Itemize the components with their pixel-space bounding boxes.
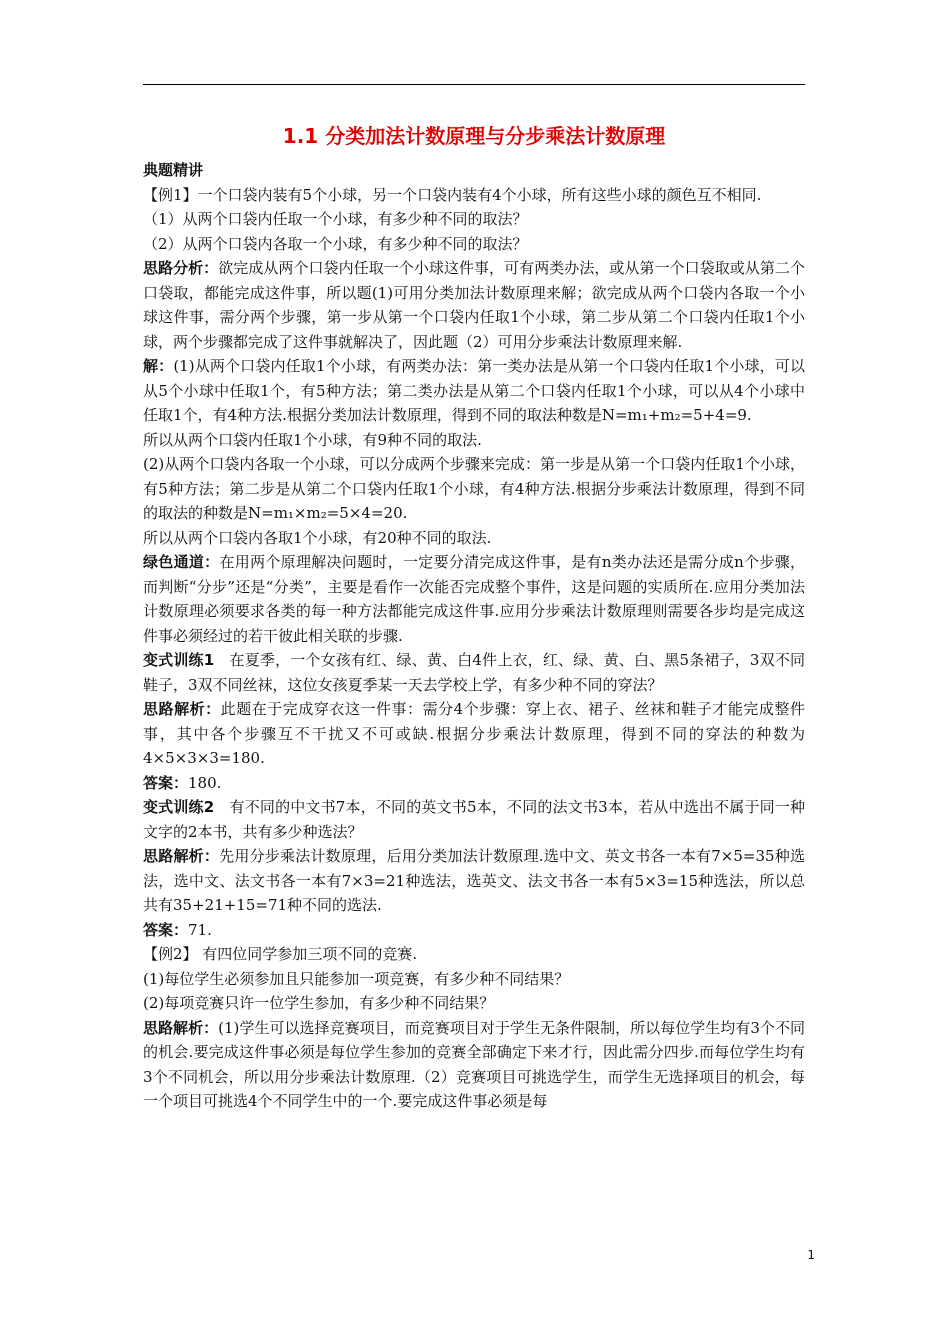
paragraph <box>143 771 805 796</box>
paragraph-text: 所以从两个口袋内各取1个小球，有20种不同的取法. <box>143 528 492 547</box>
paragraph-label: 答案： <box>143 773 189 792</box>
paragraph <box>143 648 805 697</box>
paragraph <box>143 942 805 967</box>
paragraph-text: 先用分步乘法计数原理，后用分类加法计数原理.选中文、英文书各一本有7×5=35种选法，选中文、法文书各一本有7×3=21种选法，选英文、法文书各一本有5×3=15种选法，所以总共有35+21+15=71种不同的选法. <box>143 847 805 914</box>
paragraph-label: 思路解析： <box>143 700 221 718</box>
page-number: 1 <box>807 1248 815 1262</box>
paragraph-text: (1)从两个口袋内任取1个小球，有两类办法：第一类办法是从第一个口袋内任取1个小球，可以从5个小球中任取1个，有5种方法；第二类办法是从第二个口袋内任取1个小球，可以从4个小球中任取1个，有4种方法.根据分类加法计数原理，得到不同的取法种数是N=m₁+m₂=5+4=9. <box>143 357 805 424</box>
paragraph <box>143 526 805 551</box>
paragraph-text: 180. <box>188 773 222 792</box>
paragraph <box>143 207 805 232</box>
paragraph-text: 71. <box>188 920 212 939</box>
paragraph-label: 答案： <box>143 920 189 939</box>
paragraph <box>143 991 805 1016</box>
paragraph <box>143 550 805 648</box>
paragraph-text: 所以从两个口袋内任取1个小球，有9种不同的取法. <box>143 430 482 449</box>
paragraph-text: (2)从两个口袋内各取一个小球，可以分成两个步骤来完成：第一步是从第一个口袋内任取1个小球，有5种方法；第二步是从第二个口袋内任取1个小球，有4种方法.根据分步乘法计数原理，得到不同的取法的种数是N=m₁×m₂=5×4=20. <box>143 455 805 522</box>
document-body <box>143 158 805 1114</box>
paragraph-label: 典题精讲 <box>143 161 204 179</box>
paragraph <box>143 795 805 844</box>
paragraph <box>143 232 805 257</box>
paragraph <box>143 354 805 428</box>
paragraph-text: 此题在于完成穿衣这一件事：需分4个步骤：穿上衣、裙子、丝袜和鞋子才能完成整件事，其中各个步骤互不干扰又不可或缺.根据分步乘法计数原理，得到不同的穿法的种数为4×5×3×3=180. <box>143 700 805 767</box>
paragraph <box>143 918 805 943</box>
paragraph-text: 在夏季，一个女孩有红、绿、黄、白4件上衣，红、绿、黄、白、黑5条裙子，3双不同鞋子，3双不同丝袜，这位女孩夏季某一天去学校上学，有多少种不同的穿法？ <box>143 651 806 694</box>
paragraph <box>143 452 805 526</box>
paragraph-text: 欲完成从两个口袋内任取一个小球这件事，可有两类办法，或从第一个口袋取或从第二个口袋取，都能完成这件事，所以题(1)可用分类加法计数原理来解；欲完成从两个口袋内各取一个小球这件事，需分两个步骤，第一步从第一个口袋内任取1个小球，第二步从第二个口袋内任取1个小球，两个步骤都完成了这件事就解决了，因此题（2）可用分步乘法计数原理来解. <box>143 259 805 351</box>
paragraph-label: 思路解析： <box>143 1018 219 1037</box>
paragraph-text: 【例2】 有四位同学参加三项不同的竞赛. <box>143 945 418 963</box>
paragraph-label: 变式训练1 <box>143 651 215 669</box>
paragraph-label: 变式训练2 <box>143 798 215 816</box>
paragraph-label: 绿色通道： <box>143 553 220 571</box>
paragraph-text: (1)学生可以选择竞赛项目，而竞赛项目对于学生无条件限制，所以每位学生均有3个不同的机会.要完成这件事必须是每位学生参加的竞赛全部确定下来才行，因此需分四步.而每位学生均有3个不同机会，所以用分步乘法计数原理.（2）竞赛项目可挑选学生，而学生无选择项目的机会，每一个项目可挑选4个不同学生中的一个.要完成这件事必须是每 <box>143 1018 805 1110</box>
paragraph <box>143 256 805 354</box>
paragraph <box>143 967 805 992</box>
paragraph-text: (2)每项竞赛只许一位学生参加，有多少种不同结果？ <box>143 994 495 1012</box>
paragraph-text: 【例1】一个口袋内装有5个小球，另一个口袋内装有4个小球，所有这些小球的颜色互不相同. <box>143 185 762 204</box>
paragraph <box>143 158 805 183</box>
paragraph <box>143 1016 805 1114</box>
paragraph <box>143 428 805 453</box>
paragraph-text: (1)每位学生必须参加且只能参加一项竞赛，有多少种不同结果？ <box>143 969 570 988</box>
header-rule <box>143 84 805 85</box>
paragraph-text: （2）从两个口袋内各取一个小球，有多少种不同的取法？ <box>143 234 528 253</box>
paragraph <box>143 697 805 771</box>
paragraph-label: 解： <box>143 357 174 375</box>
paragraph-label: 思路解析： <box>143 847 220 865</box>
paragraph-text: （1）从两个口袋内任取一个小球，有多少种不同的取法？ <box>143 210 528 228</box>
paragraph-text: 在用两个原理解决问题时，一定要分清完成这件事，是有n类办法还是需分成n个步骤，而判断“分步”还是“分类”，主要是看作一次能否完成整个事件，这是问题的实质所在.应用分类加法计数原理必须要求各类的每一种方法都能完成这件事.应用分步乘法计数原理则需要各步均是完成这件事必须经过的若干彼此相关联的步骤. <box>143 553 805 645</box>
paragraph <box>143 844 805 918</box>
page-title: 1.1 分类加法计数原理与分步乘法计数原理 <box>282 124 666 148</box>
paragraph <box>143 183 805 208</box>
paragraph-label: 思路分析： <box>143 259 219 277</box>
paragraph-text: 有不同的中文书7本，不同的英文书5本，不同的法文书3本，若从中选出不属于同一种文字的2本书，共有多少种选法？ <box>143 798 806 841</box>
